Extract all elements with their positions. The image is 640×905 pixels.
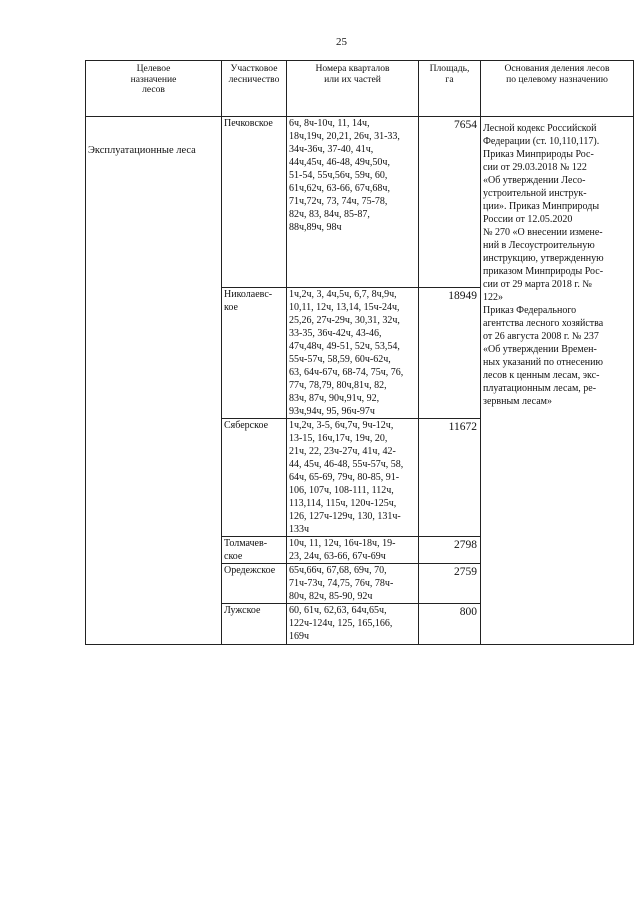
text-line: 106, 107ч, 108-111, 112ч, bbox=[289, 485, 394, 496]
text-line: по целевому назначению bbox=[506, 73, 608, 85]
text-line: 77ч, 78,79, 80ч,81ч, 82, bbox=[289, 380, 387, 391]
table-header-row bbox=[86, 61, 634, 117]
text-line: 133ч bbox=[289, 524, 310, 535]
text-line: 1ч,2ч, 3, 4ч,5ч, 6,7, 8ч,9ч, bbox=[289, 289, 397, 300]
area-cell: 2798 bbox=[419, 537, 481, 564]
text-line: от 26 августа 2008 г. № 237 bbox=[483, 331, 599, 342]
text-line: 80ч, 82ч, 85-90, 92ч bbox=[289, 591, 373, 602]
text-line: 126, 127ч-129ч, 130, 131ч- bbox=[289, 511, 401, 522]
text-line: сии от 29.03.2018 № 122 bbox=[483, 162, 587, 173]
header-purpose bbox=[86, 61, 222, 117]
text-line: Лесной кодекс Российской bbox=[483, 123, 597, 134]
text-line: агентства лесного хозяйства bbox=[483, 318, 604, 329]
header-quarters bbox=[287, 61, 419, 117]
text-line: 21ч, 22, 23ч-27ч, 41ч, 42- bbox=[289, 446, 396, 457]
quarters-cell bbox=[287, 288, 419, 419]
text-line: 47ч,48ч, 49-51, 52ч, 53,54, bbox=[289, 341, 400, 352]
table-row bbox=[86, 117, 634, 288]
text-line: лесничество bbox=[228, 73, 280, 85]
text-line: № 270 «О внесении измене- bbox=[483, 227, 603, 238]
purpose-cell bbox=[86, 117, 222, 645]
text-line: 122ч-124ч, 125, 165,166, bbox=[289, 618, 393, 629]
text-line: 25,26, 27ч-29ч, 30,31, 32ч, bbox=[289, 315, 400, 326]
text-line: 55ч-57ч, 58,59, 60ч-62ч, bbox=[289, 354, 391, 365]
area-cell: 800 bbox=[419, 604, 481, 645]
text-line: инструкцию, утвержденную bbox=[483, 253, 604, 264]
text-line: 13-15, 16ч,17ч, 19ч, 20, bbox=[289, 433, 388, 444]
text-line: Федерации (ст. 10,110,117). bbox=[483, 136, 600, 147]
text-line: Основания деления лесов bbox=[504, 63, 610, 74]
text-line: Номера кварталов bbox=[315, 63, 390, 74]
text-line: назначение bbox=[130, 73, 177, 85]
text-line: 113,114, 115ч, 120ч-125ч, bbox=[289, 498, 397, 509]
text-line: Николаевс- bbox=[224, 289, 273, 300]
text-line: Лужское bbox=[224, 605, 261, 616]
header-area bbox=[419, 61, 481, 117]
text-line: 10,11, 12ч, 13,14, 15ч-24ч, bbox=[289, 302, 400, 313]
text-line: 83ч, 87ч, 90ч,91ч, 92, bbox=[289, 393, 380, 404]
district-cell bbox=[222, 604, 287, 645]
text-line: или их частей bbox=[324, 73, 381, 85]
text-line: 71ч,72ч, 73, 74ч, 75-78, bbox=[289, 196, 388, 207]
text-line: 63, 64ч-67ч, 68-74, 75ч, 76, bbox=[289, 367, 404, 378]
text-line: Площадь, bbox=[429, 63, 470, 74]
text-line: 93ч,94ч, 95, 96ч-97ч bbox=[289, 406, 375, 417]
district-cell bbox=[222, 419, 287, 537]
text-line: Целевое bbox=[136, 63, 171, 74]
area-cell: 2759 bbox=[419, 564, 481, 604]
quarters-cell bbox=[287, 604, 419, 645]
quarters-cell bbox=[287, 117, 419, 288]
text-line: Оредежское bbox=[224, 565, 276, 576]
district-cell bbox=[222, 117, 287, 288]
area-cell: 11672 bbox=[419, 419, 481, 537]
text-line: «Об утверждении Лесо- bbox=[483, 175, 586, 186]
text-line: 71ч-73ч, 74,75, 76ч, 78ч- bbox=[289, 578, 394, 589]
text-line: плуатационным лесам, ре- bbox=[483, 383, 597, 394]
text-line: 61ч,62ч, 63-66, 67ч,68ч, bbox=[289, 183, 390, 194]
text-line: Печковское bbox=[224, 118, 273, 129]
text-line: 33-35, 36ч-42ч, 43-46, bbox=[289, 328, 382, 339]
text-line: лесов bbox=[142, 84, 165, 96]
forest-purpose-table bbox=[85, 60, 634, 645]
text-line: Приказ Минприроды Рос- bbox=[483, 149, 594, 160]
text-line: ции». Приказ Минприроды bbox=[483, 201, 600, 212]
text-line: ний в Лесоустроительную bbox=[483, 240, 595, 251]
grounds-cell bbox=[481, 117, 634, 645]
text-line: 64ч, 65-69, 79ч, 80-85, 91- bbox=[289, 472, 400, 483]
text-line: зервным лесам» bbox=[483, 396, 553, 407]
text-line: 6ч, 8ч-10ч, 11, 14ч, bbox=[289, 118, 370, 129]
text-line: Толмачев- bbox=[224, 538, 268, 549]
text-line: Приказ Федерального bbox=[483, 305, 577, 316]
district-cell bbox=[222, 537, 287, 564]
quarters-cell bbox=[287, 537, 419, 564]
text-line: 169ч bbox=[289, 631, 310, 642]
text-line: 10ч, 11, 12ч, 16ч-18ч, 19- bbox=[289, 538, 396, 549]
text-line: 23, 24ч, 63-66, 67ч-69ч bbox=[289, 551, 386, 562]
text-line: 44ч,45ч, 46-48, 49ч,50ч, bbox=[289, 157, 390, 168]
text-line: 88ч,89ч, 98ч bbox=[289, 222, 342, 233]
text-line: ных указаний по отнесению bbox=[483, 357, 603, 368]
text-line: России от 12.05.2020 bbox=[483, 214, 573, 225]
text-line: лесов к ценным лесам, экс- bbox=[483, 370, 600, 381]
text-line: «Об утверждении Времен- bbox=[483, 344, 597, 355]
text-line: кое bbox=[224, 302, 238, 313]
header-grounds bbox=[481, 61, 634, 117]
text-line: ское bbox=[224, 551, 243, 562]
text-line: 18ч,19ч, 20,21, 26ч, 31-33, bbox=[289, 131, 400, 142]
text-line: 51-54, 55ч,56ч, 59ч, 60, bbox=[289, 170, 388, 181]
text-line: га bbox=[445, 73, 454, 85]
text-line: приказом Минприроды Рос- bbox=[483, 266, 604, 277]
text-line: 60, 61ч, 62,63, 64ч,65ч, bbox=[289, 605, 387, 616]
quarters-cell bbox=[287, 564, 419, 604]
area-cell: 18949 bbox=[419, 288, 481, 419]
purpose-label: Эксплуатационные леса bbox=[88, 145, 196, 156]
text-line: 122» bbox=[483, 292, 503, 303]
text-line: сии от 29 марта 2018 г. № bbox=[483, 279, 592, 290]
text-line: Участковое bbox=[230, 63, 278, 74]
quarters-cell bbox=[287, 419, 419, 537]
text-line: устроительной инструк- bbox=[483, 188, 587, 199]
page-number: 25 bbox=[336, 36, 347, 48]
header-district bbox=[222, 61, 287, 117]
district-cell bbox=[222, 564, 287, 604]
district-cell bbox=[222, 288, 287, 419]
text-line: 65ч,66ч, 67,68, 69ч, 70, bbox=[289, 565, 387, 576]
text-line: 44, 45ч, 46-48, 55ч-57ч, 58, bbox=[289, 459, 404, 470]
text-line: 1ч,2ч, 3-5, 6ч,7ч, 9ч-12ч, bbox=[289, 420, 394, 431]
text-line: 34ч-36ч, 37-40, 41ч, bbox=[289, 144, 374, 155]
area-cell: 7654 bbox=[419, 117, 481, 288]
text-line: Сяберское bbox=[224, 420, 269, 431]
text-line: 82ч, 83, 84ч, 85-87, bbox=[289, 209, 370, 220]
